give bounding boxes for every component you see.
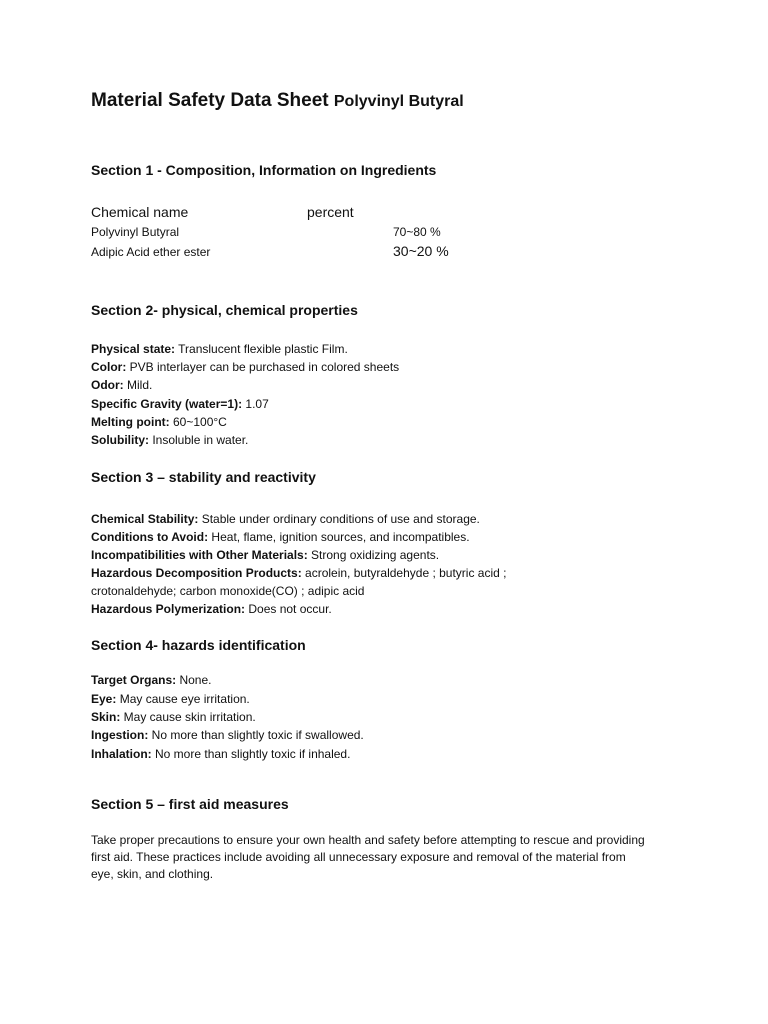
- hazard-value: May cause eye irritation.: [116, 692, 250, 706]
- property-value: PVB interlayer can be purchased in colored sheets: [126, 360, 400, 374]
- hazard-line: [91, 692, 250, 706]
- reactivity-label: Incompatibilities with Other Materials:: [91, 548, 308, 562]
- hazard-line: [91, 710, 256, 724]
- hazard-value: No more than slightly toxic if swallowed.: [148, 728, 364, 742]
- reactivity-line: [91, 530, 470, 544]
- property-value: 1.07: [242, 397, 269, 411]
- column-header-chemical-name: Chemical name: [91, 204, 189, 220]
- reactivity-value: Strong oxidizing agents.: [307, 548, 440, 562]
- property-label: Specific Gravity (water=1):: [91, 397, 243, 411]
- reactivity-value: Stable under ordinary conditions of use and storage.: [198, 512, 480, 526]
- reactivity-label: Hazardous Decomposition Products:: [91, 566, 302, 580]
- reactivity-label: Hazardous Polymerization:: [91, 602, 246, 616]
- hazard-label: Ingestion:: [91, 728, 149, 742]
- reactivity-label: Chemical Stability:: [91, 512, 199, 526]
- property-label: Odor:: [91, 378, 124, 392]
- section-2-heading: Section 2- physical, chemical properties: [91, 302, 358, 318]
- property-line: [91, 433, 248, 447]
- property-label: Physical state:: [91, 342, 176, 356]
- section-3-heading: Section 3 – stability and reactivity: [91, 469, 316, 485]
- property-label: Solubility:: [91, 433, 149, 447]
- hazard-value: May cause skin irritation.: [120, 710, 256, 724]
- property-value: Translucent flexible plastic Film.: [175, 342, 348, 356]
- ingredient-name: Polyvinyl Butyral: [91, 225, 180, 239]
- reactivity-line: [91, 548, 439, 562]
- reactivity-line: [91, 566, 506, 580]
- section-5-heading: Section 5 – first aid measures: [91, 796, 289, 812]
- hazard-line: [91, 728, 364, 742]
- hazard-line: [91, 747, 350, 761]
- hazard-label: Eye:: [91, 692, 117, 706]
- property-label: Color:: [91, 360, 127, 374]
- reactivity-line: [91, 512, 480, 526]
- reactivity-line: [91, 602, 332, 616]
- ingredient-percent: 70~80 %: [393, 225, 441, 239]
- section-1-heading: Section 1 - Composition, Information on Ingredients: [91, 162, 437, 178]
- property-line: [91, 397, 269, 411]
- property-value: Mild.: [123, 378, 153, 392]
- document-title: [91, 90, 464, 112]
- hazard-label: Target Organs:: [91, 673, 177, 687]
- property-value: Insoluble in water.: [149, 433, 249, 447]
- reactivity-value: Does not occur.: [245, 602, 332, 616]
- hazard-label: Skin:: [91, 710, 121, 724]
- ingredient-name: Adipic Acid ether ester: [91, 245, 211, 259]
- property-line: [91, 415, 227, 429]
- hazard-line: [91, 673, 211, 687]
- reactivity-label: Conditions to Avoid:: [91, 530, 209, 544]
- property-line: [91, 360, 399, 374]
- hazard-value: None.: [176, 673, 212, 687]
- reactivity-continuation: crotonaldehyde; carbon monoxide(CO) ; adipic acid: [91, 584, 365, 598]
- hazard-value: No more than slightly toxic if inhaled.: [151, 747, 351, 761]
- column-header-percent: percent: [307, 204, 354, 220]
- property-value: 60~100°C: [169, 415, 227, 429]
- hazard-label: Inhalation:: [91, 747, 152, 761]
- title-main: Material Safety Data Sheet: [91, 90, 329, 111]
- property-line: [91, 378, 152, 392]
- reactivity-value: Heat, flame, ignition sources, and incompatibles.: [208, 530, 470, 544]
- ingredient-percent: 30~20 %: [393, 243, 449, 259]
- title-product: Polyvinyl Butyral: [333, 93, 464, 110]
- first-aid-paragraph: Take proper precautions to ensure your own health and safety before attempting to rescue and providing first aid. These practices include avoiding all unnecessary exposure and removal of the material from eye, skin, and clothing.: [91, 833, 645, 881]
- property-label: Melting point:: [91, 415, 170, 429]
- reactivity-value: acrolein, butyraldehyde ; butyric acid ;: [301, 566, 507, 580]
- section-4-heading: Section 4- hazards identification: [91, 637, 306, 653]
- property-line: [91, 342, 348, 356]
